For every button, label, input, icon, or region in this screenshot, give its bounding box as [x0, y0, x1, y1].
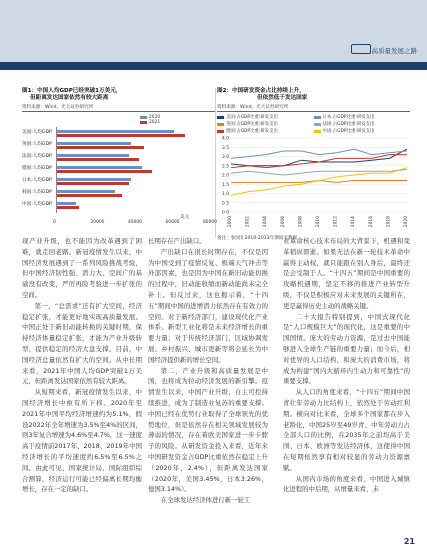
- bar-2021: [56, 158, 139, 161]
- header-ornament: [351, 44, 371, 54]
- paragraph: 从人口的角度来看，“十四五”期间中国青壮年劳动力比结构上，依然处于劳动红利期。横向对比来看，全球多个国家都在步入老龄化，中国25岁至49岁青、中年劳动力占全部人口的比例，在2035年之前均高于美国、日本、欧洲等发达经济体，这使得中国在短期依然享有相对较显的劳动力资源禀赋。: [283, 388, 410, 472]
- figure-1-source: 资料来源：Wind，光大证券研究所: [22, 105, 94, 110]
- figure-2: [217, 88, 410, 241]
- y-tick-label: 0.0: [222, 210, 229, 216]
- bar-2021: [56, 182, 129, 185]
- x-tick-label: 2020: [404, 216, 409, 228]
- y-tick-label: 2.0: [222, 173, 229, 179]
- y-tick-label: 0.5: [222, 201, 229, 207]
- figure-1: [22, 88, 215, 238]
- series-line-美国:占GDP比重:研发支出: [231, 149, 407, 166]
- x-tick-label: 20000: [90, 220, 105, 225]
- bar-2020: [56, 154, 129, 157]
- page-number: 21: [403, 537, 415, 546]
- x-tick-label: 40000: [128, 220, 142, 225]
- bar-2020: [56, 142, 131, 145]
- legend-label: 德国:占GDP比重:研发支出: [226, 129, 278, 134]
- figure-2-title-line1: 图2：中国研发资金占比持续上升，: [217, 88, 305, 94]
- header-strip: [0, 62, 427, 70]
- figure-divider: [215, 88, 216, 238]
- bar-category-label: 英国:人均GDP: [22, 142, 52, 147]
- figure-2-title: [217, 88, 307, 102]
- paragraph: 在全球发达经济体进行新一轮工: [160, 496, 251, 505]
- figure-2-legend: [217, 114, 410, 134]
- bar-2020: [56, 166, 142, 169]
- bar-2020: [56, 130, 174, 133]
- figure-1-title-line1: 图1：中国人均GDP已经突破1万美元，: [22, 88, 122, 94]
- figure-2-source: 资料来源：Wind，光大证券研究所: [217, 105, 289, 110]
- bar-category-label: 日本:人均GDP: [22, 178, 52, 183]
- y-tick-label: 3.5: [222, 145, 229, 151]
- legend-label: 2021: [149, 120, 161, 125]
- bar-2021: [56, 170, 152, 173]
- paragraph: 从短期来看，新冠疫情发生以来，中国经济增长中枢有所下移。2020年至2021年中国平均经济增速约为5.1%，假设2022年全年增速为3.5%至4%的区间，则3年复合增速为4.6%至4.7%，这一速度高于疫情前2017年、2018、2019年中国经济增长的平均速度约6.5%至6.5%之间。由此可见，国家统计局、国际组织综合测算，经济运行可能已经偏离长期均衡增长，存在一定的缺口。: [22, 388, 142, 494]
- body-column-3: [283, 236, 410, 495]
- figure-2-rule: [217, 111, 410, 112]
- x-tick-label: 2002: [245, 216, 251, 228]
- x-tick-label: 2004: [263, 216, 269, 228]
- body-column-2: [148, 236, 268, 506]
- paragraph: 二十大报告特别提到，中国式现代化是“人口规模巨大”的现代化，这是重要的中国国情。庞大的劳动力资源，是过去中国能够进入全球生产链的重要力量；而今后，相对优异的人口结构，和庞大的消费市场，将成为构建“国内大循环内生动力和可靠性”的重要支撑。: [283, 312, 410, 386]
- y-tick-label: 2.5: [222, 164, 229, 170]
- bar-category-label: 法国:人均GDP: [22, 154, 52, 159]
- legend-swatch: [314, 116, 321, 119]
- figure-1-xaxis: [22, 220, 215, 228]
- x-tick-label: 2012: [333, 216, 339, 228]
- paragraph: 产出缺口在很长时期存在，不仅是因为中国受到了疫情反复、极端天气冲击等外部因素，也是因为中国在新旧动能切换的过程中，旧动能收缩而新动能尚未完全补上。但反过来，这也揭示着，“十四五”期间中国的进增潜力依然存在有效力的空间。对于新经济部门，建设现代化产业体系、新型工业化将是未来经济增长的重要力量；对于传统经济部门，区域协调发展、乡村振兴、城市更新等将会延长为中国经济提供新的增长空间。: [148, 247, 268, 364]
- x-tick-label: 2000: [228, 216, 233, 228]
- legend-label: 法国:占GDP比重:研发支出: [322, 122, 375, 127]
- bar-category-label: 中国:人均GDP: [22, 202, 52, 207]
- figure-1-unit: 美元: [180, 215, 190, 220]
- x-tick-label: 2010: [316, 216, 321, 228]
- legend-label: 英国:占GDP比重:研发支出: [226, 122, 278, 127]
- paragraph: 长期存在产出缺口。: [148, 237, 206, 245]
- bar-2021: [56, 146, 144, 149]
- paragraph: 第一，“总需求”还有扩大空间，经济稳定扩张，才能更好地实现高质量发展。中国正处于新旧动能转换的关键时期，保持经济体量稳定扩张，才能为产业升级转型、提供稳定的经济大盘支撑。目前，中国经济总量依然有扩大的空间。从中长期来看，2021年中国人均GDP突破1万美元，但距离发达国家依然有较大距离。: [22, 301, 142, 386]
- series-line-法国:占GDP比重:研发支出: [231, 169, 407, 175]
- legend-label: 日本:占GDP比重:研发支出: [322, 115, 375, 120]
- legend-item: [217, 114, 314, 120]
- bar-2021: [56, 134, 185, 137]
- x-tick-label: 2008: [298, 216, 304, 228]
- legend-swatch: [314, 130, 321, 133]
- y-axis-line: [56, 127, 57, 213]
- paragraph: 从国内市场的角度来看，中国进入城镇化进程的中后期，从增量来看，未: [283, 474, 410, 494]
- legend-label: 2020: [149, 115, 161, 120]
- legend-swatch: [217, 123, 224, 126]
- figure-2-note: 备注：参国在2010-2013年期间无数据: [217, 236, 298, 241]
- y-tick-label: 3.0: [222, 155, 229, 160]
- bar-2021: [56, 194, 122, 197]
- x-tick-label: 2016: [368, 216, 374, 228]
- legend-swatch: [217, 116, 224, 119]
- paragraph: 现产业升级，也不能因为改革遇到了困难，就走回老路。新冠疫情发生以来，中国经济发展遇到了一系列风险挑战考验，但中国经济韧性强、潜力大、空间广的基础没有改变，严厉再险考验进一步扩张的空间。: [22, 237, 142, 299]
- y-tick-label: 1.5: [222, 182, 229, 188]
- bar-category-label: 美国:人均GDP: [22, 130, 52, 135]
- x-tick-label: 60000: [165, 220, 180, 225]
- x-tick-label: 80000: [203, 220, 217, 225]
- y-tick-label: 4.0: [222, 136, 229, 142]
- bar-category-label: 韩国:人均GDP: [22, 190, 52, 195]
- body-column-1: [22, 236, 142, 495]
- legend-label: 美国:占GDP比重:研发支出: [226, 115, 278, 120]
- section-title: 高质量发展之路: [371, 47, 417, 55]
- y-tick-label: 1.0: [222, 192, 229, 197]
- paragraph: 第二，产业升级和高质量发展是中国，也将成为拉动经济发展的新引擎。疫情发生以来，中国产业升级，自主可控持续推进，成为了制造业复苏的重要支撑。中国已经在优势行业取得了全球领先的优势地位，但是依然存在相关领域发展较为薄弱的情况，存在着欧美国家进一步卡脖子的风险。从研发资金投入来看，近年来中国研发资金占GDP比重依然在稳定上升（2020年，2.4%），但距离发达国家（2020年，美国3.45%，日本3.26%，德国3.14%）。: [148, 366, 268, 494]
- figure-2-title-line2: 但依然低于发达国家: [257, 95, 308, 101]
- bar-2021: [56, 206, 79, 209]
- legend-item: [314, 121, 411, 127]
- figure-1-title-line2: 但距离发达国家依然有较大距离: [30, 95, 109, 101]
- bar-category-label: 德国:人均GDP: [22, 166, 52, 171]
- x-tick-label: 2018: [386, 216, 392, 228]
- bar-2020: [56, 178, 131, 181]
- x-tick-label: 2006: [280, 216, 286, 228]
- legend-item: [314, 114, 411, 120]
- x-tick-label: 2014: [351, 216, 357, 228]
- bar-2020: [56, 202, 76, 205]
- bar-2020: [56, 190, 115, 193]
- legend-label: 中国:占GDP比重:研发支出: [322, 129, 375, 134]
- x-tick-label: 0: [53, 220, 56, 225]
- legend-swatch: [314, 123, 321, 126]
- paragraph: 业革命核心技术布局的大背景下，机遇和变革稍纵即逝。如果无法在新一轮技术革命中赢得主动权，就只能跟在别人身后，最终还是会受制于人。“十四五”期间是中国重要的攻略机遇期，坚定不移的推进产业转型升级，不仅是积极应对未来发展的关键所在，更是赢得历史主动的战略关键。: [283, 237, 410, 310]
- legend-swatch: [217, 130, 224, 133]
- legend-item: [217, 121, 314, 127]
- figure-2-chart: [217, 134, 410, 234]
